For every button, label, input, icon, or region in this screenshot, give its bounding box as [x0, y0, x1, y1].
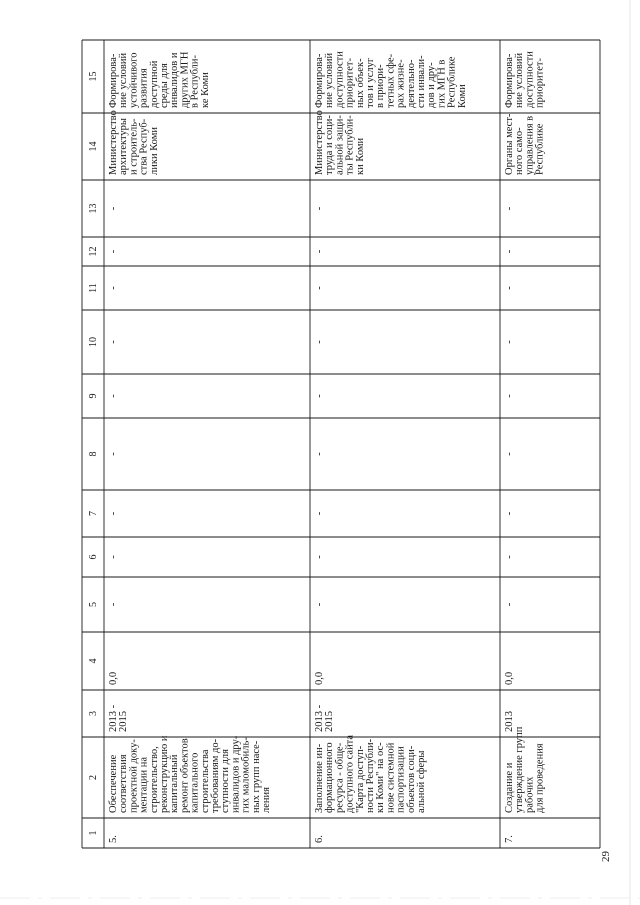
event-description: капитальный: [169, 754, 181, 813]
funding-dash: -: [504, 511, 515, 516]
expected-result: в Республи-: [189, 54, 201, 108]
column-number-2: 2: [88, 775, 99, 780]
funding-dash: -: [504, 452, 515, 456]
funding-dash: -: [504, 286, 515, 290]
column-number-3: 3: [88, 711, 99, 716]
event-description: строительство,: [148, 746, 160, 813]
responsible-executor: ства Респуб-: [138, 118, 150, 175]
expected-result: сти инвали-: [416, 55, 427, 108]
event-description: рабочих: [524, 776, 536, 813]
column-number-14: 14: [88, 141, 99, 152]
funding-dash: -: [314, 286, 325, 290]
event-description: гих маломобиль-: [240, 737, 252, 813]
event-period: 2015: [118, 711, 130, 732]
event-period: 2013 -: [314, 704, 325, 732]
funding-dash: -: [504, 602, 515, 607]
funding-dash: -: [504, 206, 515, 211]
funding-amount: 0,0: [504, 671, 515, 685]
row-number: 5.: [108, 835, 119, 843]
funding-dash: -: [108, 286, 119, 290]
expected-result: Формирова-: [108, 53, 119, 108]
event-description: доступного сайта: [344, 734, 356, 813]
event-description: для проведения: [534, 743, 546, 813]
funding-dash: -: [504, 555, 515, 559]
event-description: проектной доку-: [128, 739, 140, 813]
event-description: ремонт объектов: [179, 738, 191, 813]
event-description: капитального: [189, 752, 201, 813]
event-description: реконструкцию и: [159, 735, 170, 813]
funding-dash: -: [314, 340, 325, 344]
event-description: ступности для: [220, 748, 232, 813]
expected-result: тетных сфе-: [385, 53, 397, 108]
event-description: ментации на: [138, 756, 150, 813]
expected-result: ние условий: [118, 52, 130, 108]
column-number-8: 8: [88, 451, 99, 457]
column-number-5: 5: [88, 602, 99, 607]
event-description: утверждение групп: [514, 726, 526, 813]
funding-amount: 0,0: [108, 671, 119, 685]
column-number-4: 4: [88, 658, 99, 664]
event-description: формационного: [324, 742, 336, 813]
event-description: Заполнение ин-: [314, 743, 325, 813]
funding-dash: -: [108, 249, 119, 254]
expected-result: ке Коми: [199, 72, 211, 108]
event-description: требованиям до-: [210, 738, 221, 813]
column-number-15: 15: [88, 71, 99, 82]
column-number-13: 13: [88, 203, 99, 214]
expected-result: гих МГН в: [436, 59, 448, 108]
expected-result: Коми: [456, 84, 468, 108]
expected-result: доступной: [148, 60, 160, 108]
column-number-1: 1: [88, 830, 99, 836]
responsible-executor: управления в: [524, 115, 536, 175]
responsible-executor: ты Республи-: [344, 115, 356, 175]
responsible-executor: Министерство: [108, 110, 119, 175]
expected-result: устойчивого: [128, 52, 140, 108]
funding-dash: -: [314, 555, 325, 559]
column-number-7: 7: [88, 511, 99, 516]
column-number-9: 9: [88, 393, 99, 399]
column-number-12: 12: [88, 246, 99, 257]
funding-dash: -: [108, 340, 119, 344]
funding-dash: -: [314, 394, 325, 398]
funding-dash: -: [108, 206, 119, 211]
funding-dash: -: [504, 249, 515, 254]
expected-result: доступности: [524, 51, 536, 108]
expected-result: Республике: [446, 56, 458, 108]
event-description: "Карта доступ-: [354, 745, 366, 813]
event-description: Обеспечение: [108, 754, 119, 813]
event-description: нове системной: [385, 742, 397, 813]
funding-dash: -: [314, 511, 325, 516]
event-description: ресурса - обще-: [334, 742, 346, 813]
funding-dash: -: [314, 249, 325, 254]
responsible-executor: лики Коми: [148, 127, 160, 175]
funding-dash: -: [108, 602, 119, 607]
column-number-6: 6: [88, 554, 99, 560]
row-number: 7.: [504, 835, 515, 843]
funding-amount: 0,0: [314, 671, 325, 685]
responsible-executor: и строитель-: [128, 118, 140, 175]
expected-result: ных объек-: [354, 58, 366, 108]
responsible-executor: ного само-: [514, 127, 526, 175]
event-description: инвалидов и дру-: [230, 735, 242, 813]
funding-dash: -: [504, 394, 515, 398]
event-period: 2015: [324, 711, 336, 732]
column-number-10: 10: [88, 337, 99, 347]
expected-result: деятельно-: [405, 59, 417, 108]
funding-dash: -: [314, 452, 325, 456]
event-description: паспортизации: [395, 746, 407, 813]
expected-result: Формирова-: [314, 53, 325, 108]
expected-result: развития: [138, 68, 150, 108]
page-number: [600, 840, 630, 860]
expected-result: среды для: [159, 63, 170, 108]
event-description: альной сферы: [416, 750, 427, 813]
responsible-executor: архитектуры: [118, 118, 130, 175]
event-description: Создание и: [504, 762, 515, 813]
event-description: объектов соци-: [405, 745, 417, 813]
expected-result: доступности: [334, 51, 346, 108]
event-description: строительства: [199, 749, 211, 813]
responsible-executor: труда и соци-: [324, 115, 336, 175]
expected-result: других МГН: [179, 51, 191, 108]
event-description: ки Коми" на ос-: [375, 742, 387, 813]
expected-result: ние условий: [324, 52, 336, 108]
page-number-text: 29: [600, 851, 612, 862]
expected-result: инвалидов и: [169, 52, 181, 108]
funding-dash: -: [108, 452, 119, 456]
funding-dash: -: [108, 555, 119, 559]
funding-dash: -: [504, 340, 515, 344]
expected-result: рах жизне-: [395, 59, 407, 108]
responsible-executor: ки Коми: [354, 137, 366, 175]
event-description: ных групп насе-: [250, 740, 262, 813]
event-description: ности Республи-: [365, 738, 376, 813]
expected-result: приоритет-: [344, 58, 356, 108]
responsible-executor: Республике: [534, 123, 546, 175]
funding-dash: -: [108, 511, 119, 516]
responsible-executor: Органы мест-: [504, 113, 515, 175]
row-number: 6.: [314, 835, 325, 843]
funding-dash: -: [108, 394, 119, 398]
expected-result: ние условий: [514, 52, 526, 108]
expected-result: приоритет-: [534, 58, 546, 108]
expected-result: тов и услуг: [365, 57, 376, 108]
event-description: ления: [261, 787, 272, 813]
funding-dash: -: [314, 206, 325, 211]
expected-result: в приори-: [375, 64, 387, 108]
event-description: соответствия: [118, 754, 130, 813]
event-period: 2013: [504, 711, 515, 732]
funding-dash: -: [314, 602, 325, 607]
expected-result: дов и дру-: [426, 62, 438, 108]
responsible-executor: Министерство: [314, 110, 325, 175]
responsible-executor: альной защи-: [334, 115, 346, 175]
column-number-11: 11: [88, 283, 99, 293]
expected-result: Формирова-: [504, 53, 515, 108]
event-period: 2013 -: [108, 704, 119, 732]
